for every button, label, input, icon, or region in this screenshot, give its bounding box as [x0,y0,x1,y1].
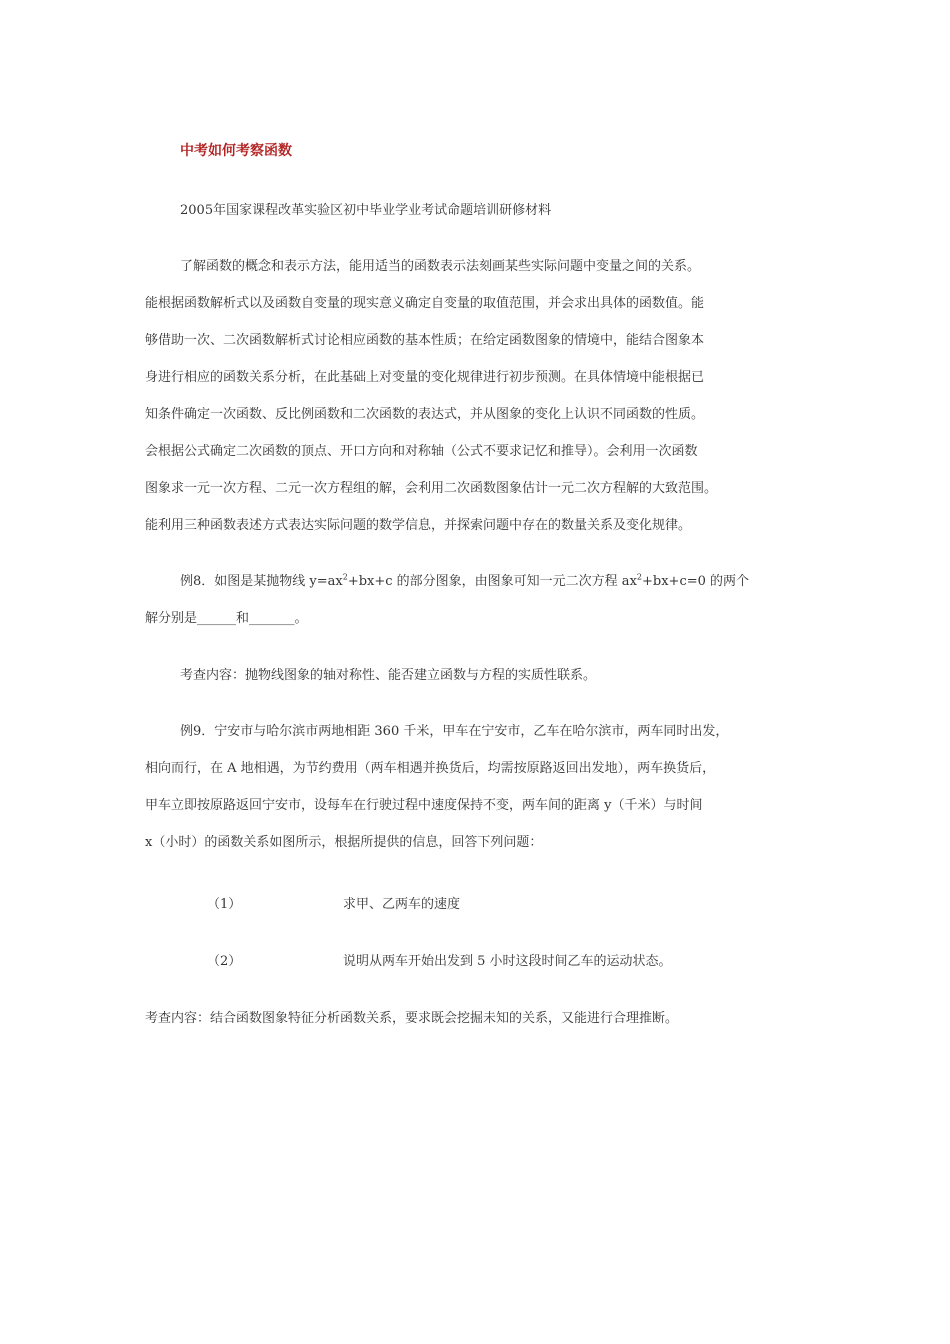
intro-line: 够借助一次、二次函数解析式讨论相应函数的基本性质；在给定函数图象的情境中，能结合图象本 [145,333,705,348]
superscript: 2 [636,572,642,582]
intro-line: 会根据公式确定二次函数的顶点、开口方向和对称轴（公式不要求记忆和推导）。会利用一次函数 [145,444,698,459]
intro-line: 知条件确定一次函数、反比例函数和二次函数的表达式，并从图象的变化上认识不同函数的性质。 [145,407,705,422]
example-8-text: 例8．如图是某抛物线 y=ax [180,574,343,589]
document-subtitle: 2005年国家课程改革实验区初中毕业学业考试命题培训研修材料 [180,203,552,218]
document-title: 中考如何考察函数 [180,143,292,159]
example-9-line: 例9．宁安市与哈尔滨市两地相距 360 千米，甲车在宁安市，乙车在哈尔滨市，两车同时出发， [180,724,729,739]
example-8-text: +bx+c 的部分图象，由图象可知一元二次方程 ax [347,574,637,589]
example-9-line: x（小时）的函数关系如图所示，根据所提供的信息，回答下列问题： [145,835,543,850]
intro-line: 了解函数的概念和表示方法，能用适当的函数表示法刻画某些实际问题中变量之间的关系。 [180,259,701,274]
example-8-line [145,563,815,600]
example-8-note-text: 考查内容：抛物线图象的轴对称性、能否建立函数与方程的实质性联系。 [180,668,597,683]
example-8-line: 解分别是______和_______。 [145,611,308,626]
question-1-number: （1） [207,897,242,912]
intro-line: 能利用三种函数表述方式表达实际问题的数学信息，并探索问题中存在的数量关系及变化规律。 [145,518,692,533]
intro-line: 图象求一元一次方程、二元一次方程组的解，会利用二次函数图象估计一元二次方程解的大致范围。 [145,481,718,496]
example-9-note: 考查内容：结合函数图象特征分析函数关系，要求既会挖掘未知的关系，又能进行合理推断。 [145,1011,679,1026]
question-1-text: 求甲、乙两车的速度 [343,897,461,912]
intro-line: 身进行相应的函数关系分析，在此基础上对变量的变化规律进行初步预测。在具体情境中能根据已 [145,370,705,385]
question-2-text: 说明从两车开始出发到 5 小时这段时间乙车的运动状态。 [343,954,672,969]
example-8-text: +bx+c=0 的两个 [642,574,750,589]
example-8-note [145,657,815,694]
intro-paragraph [145,248,815,544]
example-9 [145,713,815,861]
question-2-number: （2） [207,954,242,969]
example-9-line: 相向而行，在 A 地相遇，为节约费用（两车相遇并换货后，均需按原路返回出发地），两车换货后， [145,761,716,776]
example-9-line: 甲车立即按原路返回宁安市，设每车在行驶过程中速度保持不变，两车间的距离 y（千米）与时间 [145,798,703,813]
superscript: 2 [342,572,348,582]
intro-line: 能根据函数解析式以及函数自变量的现实意义确定自变量的取值范围，并会求出具体的函数值。能 [145,296,705,311]
example-8 [145,563,815,637]
